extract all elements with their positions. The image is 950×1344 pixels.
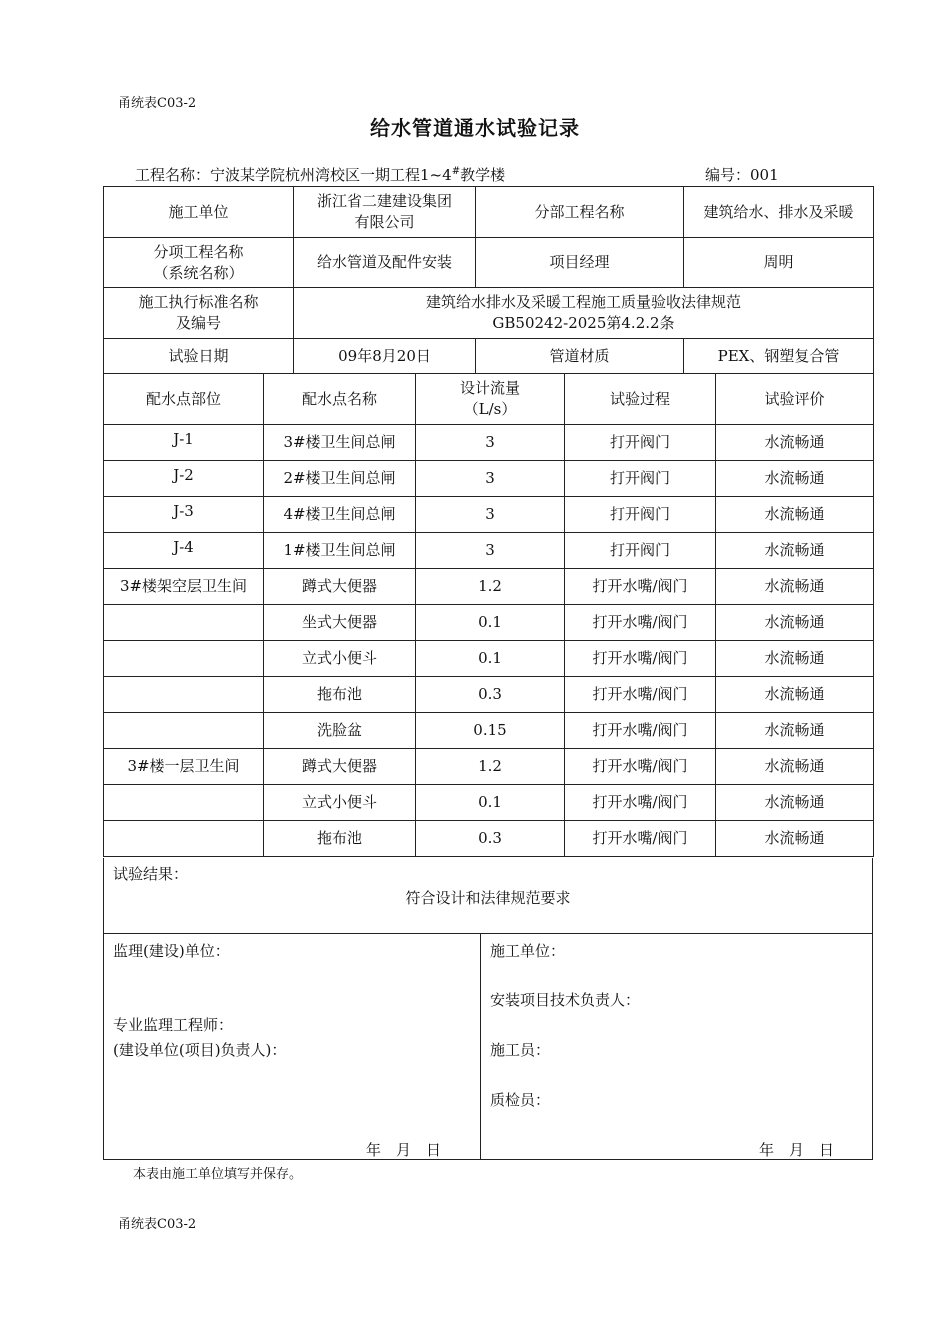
cell-process: 打开水嘴/阀门 [565,821,716,857]
cell-name: 蹲式大便器 [264,749,416,785]
result-section [103,858,873,934]
manager-label: 项目经理 [476,238,684,288]
date-value: 09年8月20日 [294,339,476,374]
cell-name: 洗脸盆 [264,713,416,749]
cell-evaluation: 水流畅通 [716,785,874,821]
table-row [104,641,874,677]
sub-project-value: 建筑给水、排水及采暖 [684,187,874,238]
cell-process: 打开水嘴/阀门 [565,713,716,749]
cell-flow: 3 [416,533,565,569]
detail-table [103,373,874,857]
construction-unit-line1: 浙江省二建建设集团 [316,192,452,210]
form-code-bottom: 甬统表C03-2 [118,1217,197,1232]
number-label: 编号： [705,166,751,184]
cell-evaluation: 水流畅通 [716,641,874,677]
col-flow-line2: （L/s） [463,400,517,418]
worker-label: 施工员： [490,1041,551,1059]
project-name [135,164,505,185]
cell-process: 打开水嘴/阀门 [565,569,716,605]
cell-process: 打开阀门 [565,461,716,497]
table-row [104,533,874,569]
project-sup: # [451,166,461,177]
table-row [104,425,874,461]
standard-value-line2: GB50242-2025第4.2.2条 [492,314,675,332]
cell-process: 打开阀门 [565,425,716,461]
cell-name: 蹲式大便器 [264,569,416,605]
detail-rows [104,425,874,857]
item-label-line2: （系统名称） [153,263,244,282]
form-code-top: 甬统表C03-2 [118,96,197,111]
cell-evaluation: 水流畅通 [716,533,874,569]
cell-location: J-4 [104,533,264,569]
table-row [104,569,874,605]
page-title: 给水管道通水试验记录 [370,116,580,140]
cell-location [104,785,264,821]
cell-evaluation: 水流畅通 [716,569,874,605]
col-location: 配水点部位 [104,374,264,425]
project-suffix: 教学楼 [460,166,506,184]
cell-location: J-1 [104,425,264,461]
tech-lead-label: 安装项目技术负责人： [490,991,641,1009]
cell-location [104,713,264,749]
result-value: 符合设计和法律规范要求 [405,889,571,907]
cell-location: J-2 [104,461,264,497]
date-label: 试验日期 [104,339,294,374]
cell-location: 3#楼一层卫生间 [104,749,264,785]
col-evaluation: 试验评价 [716,374,874,425]
cell-process: 打开阀门 [565,497,716,533]
signature-divider [480,934,481,1159]
cell-evaluation: 水流畅通 [716,461,874,497]
cell-flow: 1.2 [416,749,565,785]
cell-name: 坐式大便器 [264,605,416,641]
material-value: PEX、钢塑复合管 [684,339,874,374]
cell-flow: 0.1 [416,605,565,641]
col-process: 试验过程 [565,374,716,425]
cell-name: 立式小便斗 [264,641,416,677]
cell-evaluation: 水流畅通 [716,497,874,533]
cell-flow: 1.2 [416,569,565,605]
standard-label [104,288,294,339]
construction-unit-line2: 有限公司 [354,213,415,231]
table-row [104,749,874,785]
cell-name: 3#楼卫生间总闸 [264,425,416,461]
project-label: 工程名称： [135,166,211,184]
contractor-unit-label: 施工单位： [490,942,566,960]
owner-representative-label: (建设单位(项目)负责人)： [113,1041,287,1059]
col-flow-line1: 设计流量 [459,379,520,397]
item-label-line1: 分项工程名称 [153,242,244,261]
cell-process: 打开阀门 [565,533,716,569]
col-flow [416,374,565,425]
table-row [104,713,874,749]
supervision-unit-label: 监理(建设)单位： [113,942,230,960]
cell-evaluation: 水流畅通 [716,425,874,461]
construction-unit-value [294,187,476,238]
sub-project-label: 分部工程名称 [476,187,684,238]
standard-label-line2: 及编号 [175,314,221,332]
table-row [104,785,874,821]
material-label: 管道材质 [476,339,684,374]
standard-value [294,288,874,339]
cell-evaluation: 水流畅通 [716,677,874,713]
cell-evaluation: 水流畅通 [716,821,874,857]
result-label: 试验结果： [113,865,189,883]
cell-flow: 0.1 [416,641,565,677]
number-value: 001 [750,166,779,184]
cell-flow: 0.1 [416,785,565,821]
table-row [104,677,874,713]
cell-location: J-3 [104,497,264,533]
col-name: 配水点名称 [264,374,416,425]
footnote: 本表由施工单位填写并保存。 [133,1167,303,1182]
item-label [104,238,294,288]
cell-flow: 0.3 [416,677,565,713]
standard-label-line1: 施工执行标准名称 [138,293,259,311]
cell-location [104,821,264,857]
cell-name: 2#楼卫生间总闸 [264,461,416,497]
cell-name: 拖布池 [264,677,416,713]
cell-name: 立式小便斗 [264,785,416,821]
cell-name: 拖布池 [264,821,416,857]
construction-unit-label: 施工单位 [104,187,294,238]
cell-evaluation: 水流畅通 [716,749,874,785]
cell-name: 4#楼卫生间总闸 [264,497,416,533]
cell-location [104,641,264,677]
cell-process: 打开水嘴/阀门 [565,785,716,821]
cell-location: 3#楼架空层卫生间 [104,569,264,605]
table-row [104,821,874,857]
quality-inspector-label: 质检员： [490,1091,551,1109]
cell-evaluation: 水流畅通 [716,605,874,641]
column-header-row [104,374,874,425]
table-row [104,605,874,641]
cell-flow: 0.3 [416,821,565,857]
cell-process: 打开水嘴/阀门 [565,677,716,713]
left-date: 年 月 日 [366,1141,442,1159]
cell-evaluation: 水流畅通 [716,713,874,749]
table-row [104,497,874,533]
cell-process: 打开水嘴/阀门 [565,605,716,641]
item-value: 给水管道及配件安装 [294,238,476,288]
supervision-engineer-label: 专业监理工程师： [113,1016,234,1034]
cell-flow: 3 [416,425,565,461]
cell-location [104,605,264,641]
cell-name: 1#楼卫生间总闸 [264,533,416,569]
project-value: 宁波某学院杭州湾校区一期工程1~4 [210,166,452,184]
record-number [705,164,779,185]
cell-location [104,677,264,713]
right-date: 年 月 日 [759,1141,835,1159]
cell-flow: 0.15 [416,713,565,749]
cell-process: 打开水嘴/阀门 [565,641,716,677]
cell-flow: 3 [416,497,565,533]
header-table [103,186,874,374]
signature-section [103,933,873,1160]
cell-process: 打开水嘴/阀门 [565,749,716,785]
standard-value-line1: 建筑给水排水及采暖工程施工质量验收法律规范 [425,293,741,311]
manager-value: 周明 [684,238,874,288]
cell-flow: 3 [416,461,565,497]
table-row [104,461,874,497]
